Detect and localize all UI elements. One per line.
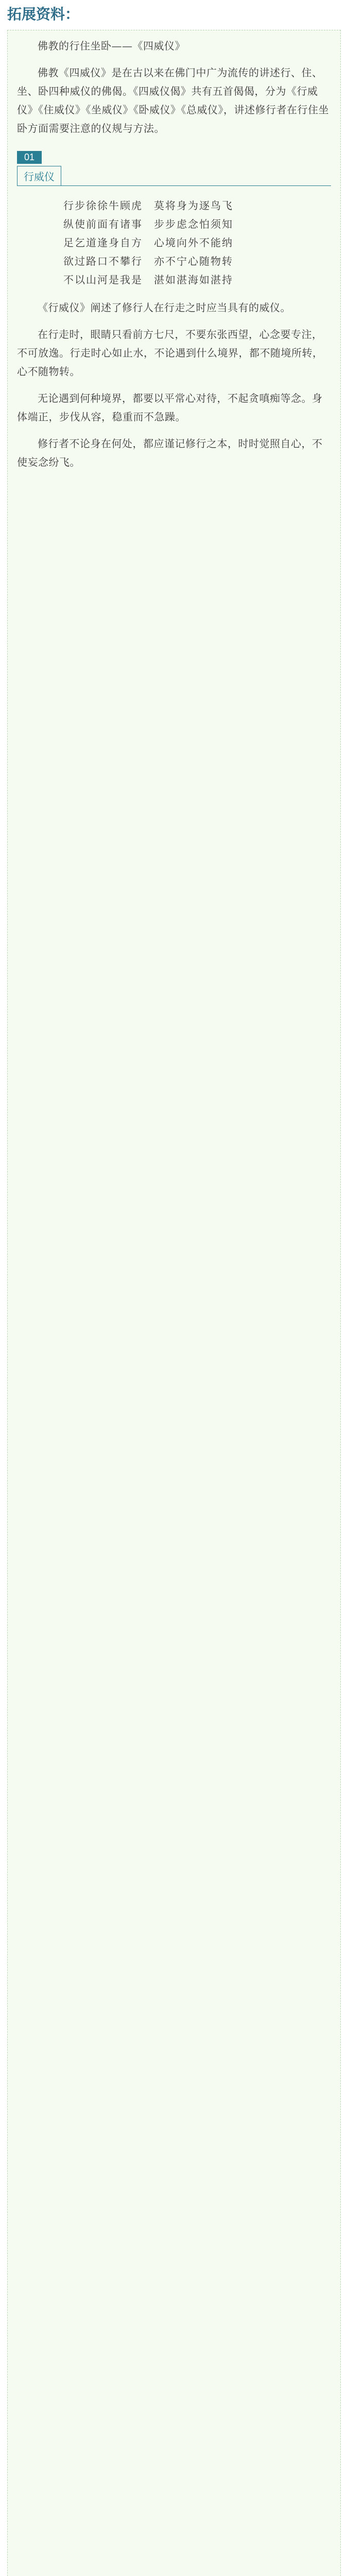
paragraph: 修行者不论身在何处，都应谨记修行之本，时时觉照自心，不使妄念纷飞。: [17, 437, 323, 468]
section-name: 行威仪: [17, 166, 61, 186]
verse-line: 纵使前面有诸事 步步虑念怕须知: [63, 218, 233, 230]
section-number: 01: [17, 151, 42, 164]
verse-line: 行步徐徐牛顾虎 莫将身为逐鸟飞: [63, 199, 233, 212]
paragraph: 在行走时，眼睛只看前方七尺，不要东张西望，心念要专注，不可放逸。行走时心如止水，不论遇到什么境界，都不随境所转，心不随物转。: [17, 328, 323, 378]
paragraph: 无论遇到何种境界，都要以平常心对待，不起贪嗔痴等念。身体端正，步伐从容，稳重而不急躁。: [17, 392, 323, 423]
verse-line: 欲过路口不攀行 亦不宁心随物转: [63, 255, 233, 267]
verse-line: 不以山河是我是 湛如湛海如湛持: [63, 274, 233, 286]
verse-line: 足乞道逢身自方 心境向外不能纳: [63, 236, 233, 249]
page-title: 拓展资料：: [7, 6, 80, 22]
paragraph: 佛教《四威仪》是在古以来在佛门中广为流传的讲述行、住、坐、卧四种威仪的佛偈。《四威仪偈》共有五首偈偈，分为《行威仪》《住威仪》《坐威仪》《卧威仪》《总威仪》，讲述修行者在行住坐卧方面需要注意的仪规与方法。: [17, 66, 329, 134]
paragraph: 《行威仪》阐述了修行人在行走之时应当具有的威仪。: [38, 301, 291, 314]
section-header: [17, 151, 331, 186]
paragraph: 佛教的行住坐卧——《四威仪》: [38, 40, 185, 52]
verse-block: [63, 196, 285, 289]
section-divider: [17, 185, 331, 186]
content-panel: [7, 30, 341, 2576]
